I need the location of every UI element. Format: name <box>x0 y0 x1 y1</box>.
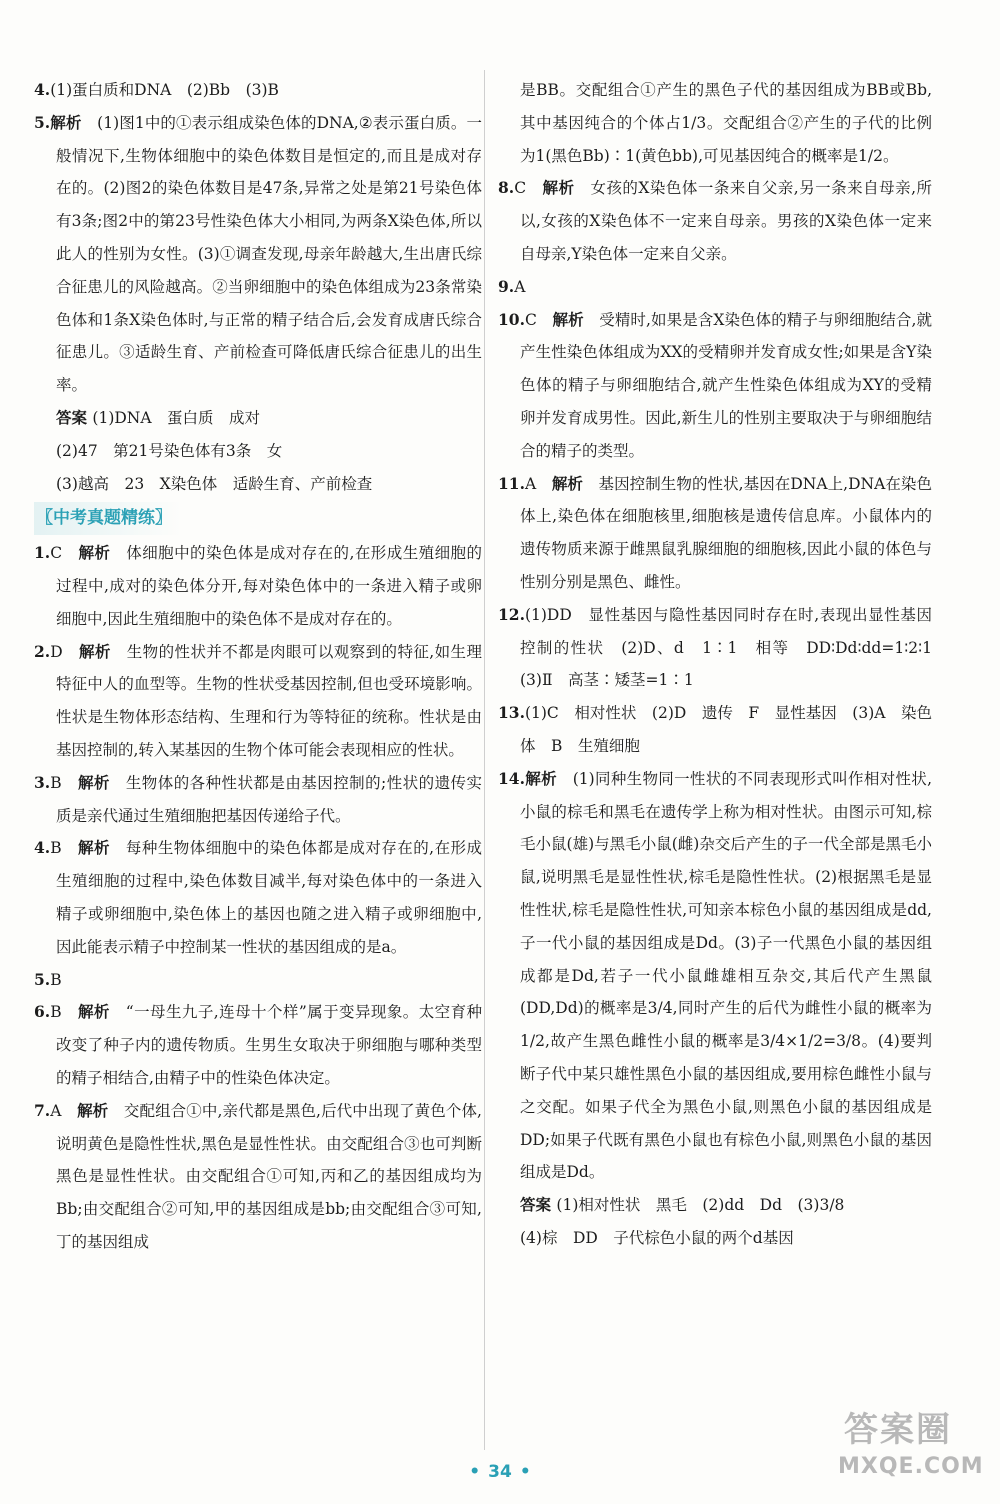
question-item <box>34 1095 482 1259</box>
question-item <box>34 107 482 402</box>
answer-line <box>56 435 482 468</box>
question-number: 10. <box>498 309 525 329</box>
continued-text <box>498 74 932 172</box>
answer-line <box>56 402 482 435</box>
question-text: 生物体的各种性状都是由基因控制的;性状的遗传实质是亲代通过生殖细胞把基因传递给子代。 <box>56 773 482 825</box>
answer-text: (3)越高 23 X染色体 适龄生育、产前检查 <box>56 474 373 493</box>
analysis-label: 解析 <box>77 1002 126 1022</box>
question-item <box>34 996 482 1094</box>
watermark-logo: 答案圈 MXQE.COM <box>838 1410 984 1479</box>
right-column <box>498 74 948 1255</box>
answer-option: D <box>50 642 79 661</box>
question-number: 14. <box>498 768 525 788</box>
answer-block <box>498 1189 932 1255</box>
question-text: 女孩的X染色体一条来自父亲,另一条来自母亲,所以,女孩的X染色体不一定来自母亲。男孩的X染色体一定来自母亲,Y染色体一定来自父亲。 <box>520 179 932 263</box>
answer-text: (4)棕 DD 子代棕色小鼠的两个d基因 <box>520 1228 794 1247</box>
question-text: (1)C 相对性状 (2)D 遗传 F 显性基因 (3)A 染色体 B 生殖细胞 <box>520 704 932 755</box>
answer-option: B <box>50 839 79 858</box>
question-text: (1)DD 显性基因与隐性基因同时存在时,表现出显性基因控制的性状 (2)D、d 1∶1 相等 DD∶Dd∶dd=1∶2∶1 (3)Ⅱ 高茎∶矮茎=1∶1 <box>520 605 948 690</box>
question-text: “一母生九子,连母十个样”属于变异现象。太空育种改变了种子内的遗传物质。生男生女取决于卵细胞与哪种类型的精子相结合,由精子中的性染色体决定。 <box>56 1003 483 1087</box>
column-divider <box>484 70 485 1450</box>
answer-option: A <box>50 1101 78 1120</box>
question-number: 11. <box>498 473 525 493</box>
question-item <box>34 537 482 635</box>
question-item <box>498 697 932 763</box>
question-item <box>498 599 948 697</box>
answer-text: (1)相对性状 黑毛 (2)dd Dd (3)3/8 <box>556 1196 845 1215</box>
question-number: 4. <box>34 838 51 858</box>
analysis-label: 解析 <box>551 473 599 493</box>
question-number: 4. <box>34 80 51 99</box>
question-item <box>34 74 482 107</box>
answer-text: (2)47 第21号染色体有3条 女 <box>56 441 283 460</box>
question-text: 基因控制生物的性状,基因在DNA上,DNA在染色体上,染色体在细胞核里,细胞核是遗传信息库。小鼠体内的遗传物质来源于雌黑鼠乳腺细胞的细胞核,因此小鼠的体色与性别分别是黑色、雌性。 <box>520 474 932 591</box>
question-number: 9. <box>498 276 515 296</box>
answer-label: 答案 <box>520 1195 557 1215</box>
question-text: 生物的性状并不都是肉眼可以观察到的特征,如生理特征中人的血型等。生物的性状受基因控制,但也受环境影响。性状是生物体形态结构、生理和行为等特征的统称。性状是由基因控制的,转入某基因的生物个体可能会表现相应的性状。 <box>56 642 482 759</box>
question-text: 是BB。交配组合①产生的黑色子代的基因组成为BB或Bb,其中基因纯合的个体占1/3。交配组合②产生的子代的比例为1(黑色Bb)∶1(黄色bb),可见基因纯合的概率是1/2。 <box>520 81 932 165</box>
question-number: 3. <box>34 772 51 792</box>
question-text: 交配组合①中,亲代都是黑色,后代中出现了黄色个体,说明黄色是隐性性状,黑色是显性性状。由交配组合③也可判断黑色是显性性状。由交配组合①可知,丙和乙的基因组成均为Bb;由交配组合②可知,甲的基因组成是bb;由交配组合③可知,丁的基因组成 <box>56 1101 482 1251</box>
question-number: 6. <box>34 1002 51 1022</box>
answer-option: C <box>514 179 543 198</box>
question-number: 8. <box>498 178 515 198</box>
question-item <box>498 763 932 1189</box>
question-text: (1)图1中的①表示组成染色体的DNA,②表示蛋白质。一般情况下,生物体细胞中的染色体数目是恒定的,而且是成对存在的。(2)图2的染色体数目是47条,异常之处是第21号染色体有3条;图2中的第23号性染色体大小相同,为两条X染色体,所以此人的性别为女性。(3)①调查发现,母亲年龄越大,生出唐氏综合征患儿的风险越高。②当卵细胞中的染色体组成为23条常染色体和1条X染色体时,与正常的精子结合后,会发育成唐氏综合征患儿。③适龄生育、产前检查可降低唐氏综合征患儿的出生率。 <box>56 113 482 395</box>
question-number: 7. <box>34 1100 51 1120</box>
analysis-label: 解析 <box>77 1100 124 1120</box>
question-text: 每种生物体细胞中的染色体都是成对存在的,在形成生殖细胞的过程中,染色体数目减半,每对染色体中的一条进入精子或卵细胞中,染色体上的基因也随之进入精子或卵细胞中,因此能表示精子中控制某一性状的基因组成的是a。 <box>56 839 482 956</box>
question-number: 1. <box>34 543 51 563</box>
question-number: 12. <box>498 604 525 624</box>
analysis-label: 解析 <box>524 768 573 788</box>
answer-option: B <box>50 970 62 989</box>
answer-option: A <box>514 277 526 296</box>
answer-option: B <box>50 773 78 792</box>
question-number: 13. <box>498 703 525 723</box>
question-item <box>498 468 932 599</box>
question-item <box>34 636 482 767</box>
analysis-label: 解析 <box>542 178 591 198</box>
question-item <box>498 271 932 304</box>
question-number: 5. <box>34 112 51 132</box>
question-text: 受精时,如果是含X染色体的精子与卵细胞结合,就产生性染色体组成为XX的受精卵并发育成女性;如果是含Y染色体的精子与卵细胞结合,就产生性染色体组成为XY的受精卵并发育成男性。因此,新生儿的性别主要取决于与卵细胞结合的精子的类型。 <box>520 310 932 460</box>
answer-line <box>56 468 482 501</box>
question-item <box>34 964 482 997</box>
question-text: (1)同种生物同一性状的不同表现形式叫作相对性状,小鼠的棕毛和黑毛在遗传学上称为相对性状。由图示可知,棕毛小鼠(雄)与黑毛小鼠(雌)杂交后产生的子一代全部是黑毛小鼠,说明黑毛是显性性状,棕毛是隐性性状。(2)根据黑毛是显性性状,棕毛是隐性性状,可知亲本棕色小鼠的基因组成是dd,子一代小鼠的基因组成是Dd。(3)子一代黑色小鼠的基因组成都是Dd,若子一代小鼠雌雄相互杂交,其后代产生黑鼠(DD,Dd)的概率是3/4,同时产生的后代为雌性小鼠的概率为1/2,故产生黑色雌性小鼠的概率是3/4×1/2=3/8。(4)要判断子代中某只雄性黑色小鼠的基因组成,要用棕色雌性小鼠与之交配。如果子代全为黑色小鼠,则黑色小鼠的基因组成是DD;如果子代既有黑色小鼠也有棕色小鼠,则黑色小鼠的基因组成是Dd。 <box>520 769 932 1182</box>
question-item <box>34 767 482 833</box>
question-item <box>34 832 482 963</box>
analysis-label: 解析 <box>50 112 98 132</box>
analysis-label: 解析 <box>552 309 600 329</box>
answer-option: B <box>50 1003 78 1022</box>
analysis-label: 解析 <box>77 772 126 792</box>
page-number: • 34 • <box>469 1462 531 1482</box>
left-column <box>34 74 482 1259</box>
answer-option: C <box>524 310 553 329</box>
question-number: 2. <box>34 641 51 661</box>
answer-option: C <box>50 544 79 563</box>
question-item <box>498 172 932 270</box>
analysis-label: 解析 <box>78 838 126 858</box>
answer-block <box>34 402 482 500</box>
question-text: 体细胞中的染色体是成对存在的,在形成生殖细胞的过程中,成对的染色体分开,每对染色体中的一条进入精子或卵细胞中,因此生殖细胞中的染色体不是成对存在的。 <box>56 544 482 628</box>
section-heading: 〖中考真题精练〗 <box>34 502 182 535</box>
answer-line <box>520 1189 932 1222</box>
question-text: (1)蛋白质和DNA (2)Bb (3)B <box>50 81 279 99</box>
answer-option: A <box>524 474 552 493</box>
answer-label: 答案 <box>56 407 93 427</box>
analysis-label: 解析 <box>78 543 127 563</box>
analysis-label: 解析 <box>78 641 127 661</box>
question-item <box>498 304 932 468</box>
answer-line <box>520 1222 932 1255</box>
answer-text: (1)DNA 蛋白质 成对 <box>92 408 261 427</box>
question-number: 5. <box>34 969 51 989</box>
